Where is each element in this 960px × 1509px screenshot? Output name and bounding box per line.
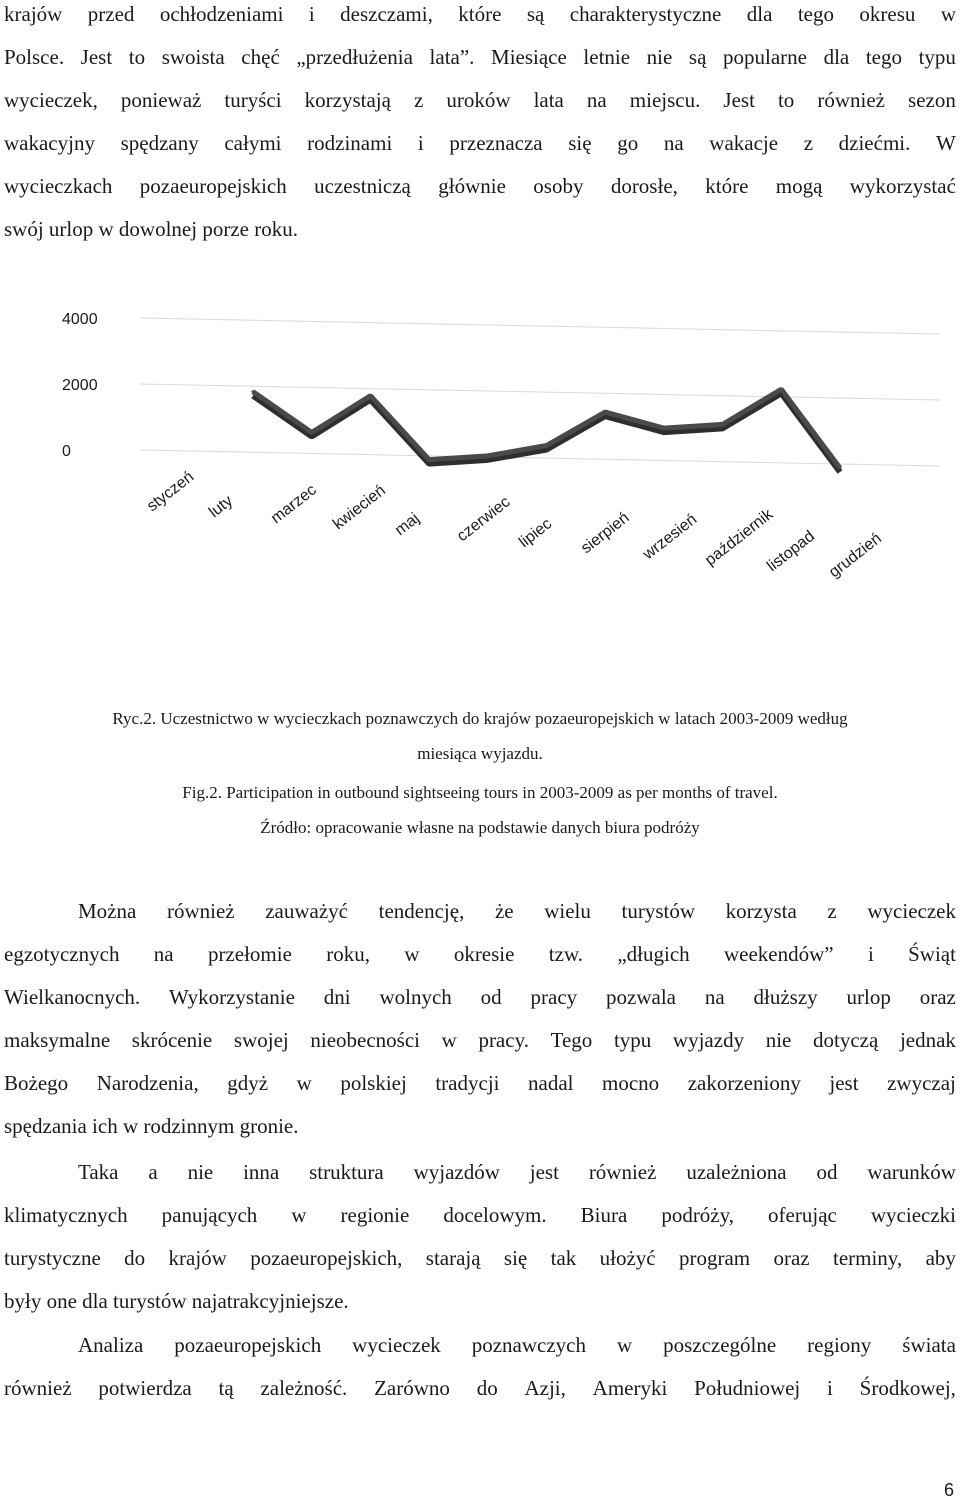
word: zakorzeniony (687, 1071, 801, 1095)
word: podróży, (661, 1203, 735, 1227)
word: letnie (583, 45, 631, 69)
word: na (586, 88, 607, 112)
data-point (310, 431, 313, 434)
text-line (4, 1069, 956, 1097)
word: Polsce. (4, 45, 65, 69)
figure-caption-pl-cont: miesiąca wyjazdu. (417, 744, 543, 763)
word: również (588, 1160, 657, 1184)
word: z (413, 88, 424, 112)
word: a (148, 1160, 158, 1184)
data-point (545, 444, 548, 447)
word: potwierdza (98, 1376, 192, 1400)
word: tak (550, 1246, 577, 1270)
word: maksymalne (4, 1028, 111, 1052)
text-line: spędzania ich w rodzinnym gronie. (4, 1114, 299, 1138)
text-line (4, 1374, 956, 1402)
word: warunków (867, 1160, 956, 1184)
word: Biura (580, 1203, 628, 1227)
word: wielu (544, 899, 591, 923)
word: dla (823, 45, 850, 69)
word: przed (87, 2, 135, 26)
word: Azji, (524, 1376, 566, 1400)
word: zwyczaj (887, 1071, 956, 1095)
word: chęć (241, 45, 280, 69)
word: pozaeuropejskich, (250, 1246, 403, 1270)
word: lata (533, 88, 564, 112)
word: ułożyć (599, 1246, 656, 1270)
gridline (140, 318, 940, 334)
word: wakacyjny (4, 131, 95, 155)
figure-caption-en: Fig.2. Participation in outbound sightseeing tours in 2003-2009 as per months of travel. (182, 783, 778, 802)
word: korzysta (725, 899, 797, 923)
word: urlop (846, 985, 891, 1009)
word: Narodzenia, (96, 1071, 199, 1095)
text-line (4, 172, 956, 200)
word: program (678, 1246, 751, 1270)
word: w (404, 942, 420, 966)
word: od (816, 1160, 838, 1184)
word: całymi (224, 131, 282, 155)
word: i (308, 2, 315, 26)
word: tą (218, 1376, 234, 1400)
word: wakacje (709, 131, 779, 155)
word: mocno (602, 1071, 660, 1095)
word: to (128, 45, 146, 69)
word: zauważyć (265, 899, 348, 923)
text-line (4, 86, 956, 114)
word: i (827, 1376, 833, 1400)
text-line (4, 1201, 956, 1229)
word: dotyczą (813, 1028, 879, 1052)
word: typu (613, 1028, 652, 1052)
x-tick-label: maj (391, 509, 423, 540)
word: krajów (168, 1246, 227, 1270)
text-line (4, 1026, 956, 1054)
word: rodzinami (307, 131, 393, 155)
word: Jest (80, 45, 113, 69)
word: pracy. (478, 1028, 529, 1052)
word: aby (925, 1246, 956, 1270)
word: jest (529, 1160, 559, 1184)
word: pozaeuropejskich (139, 174, 287, 198)
word: jest (829, 1071, 859, 1095)
word: uczestniczą (314, 174, 411, 198)
text-line (4, 43, 956, 71)
word: krajów (4, 2, 63, 26)
x-tick-label: grudzień (825, 529, 885, 582)
word: uzależniona (686, 1160, 787, 1184)
x-tick-label: marzec (267, 481, 320, 528)
word: egzotycznych (4, 942, 120, 966)
word: turyści (224, 88, 282, 112)
figure-caption-pl: Ryc.2. Uczestnictwo w wycieczkach poznawczych do krajów pozaeuropejskich w latach 2003-2009 według (112, 709, 848, 728)
word: wycieczek, (4, 88, 98, 112)
word: dla (746, 2, 773, 26)
word: Tego (550, 1028, 593, 1052)
chart-svg (60, 290, 940, 690)
word: z (803, 131, 814, 155)
word: Jest (723, 88, 755, 112)
word: oferując (768, 1203, 837, 1227)
word: do (124, 1246, 146, 1270)
word: które (705, 174, 749, 198)
word: uroków (446, 88, 511, 112)
word: że (494, 899, 514, 923)
word: Bożego (4, 1071, 69, 1095)
word: korzystają (304, 88, 391, 112)
word: weekendów” (723, 942, 834, 966)
word: w (296, 1071, 312, 1095)
text-line: były one dla turystów najatrakcyjniejsze. (4, 1289, 349, 1313)
data-point (252, 390, 255, 393)
word: struktura (309, 1160, 384, 1184)
word: wycieczek (867, 899, 956, 923)
word: się (568, 131, 592, 155)
word: poszczególne (663, 1333, 777, 1357)
word: terminy, (832, 1246, 903, 1270)
word: go (617, 131, 639, 155)
word: to (777, 88, 795, 112)
text-line: swój urlop w dowolnej porze roku. (4, 217, 298, 241)
word: wycieczki (870, 1203, 956, 1227)
word: nadal (528, 1071, 574, 1095)
word: wolnych (379, 985, 452, 1009)
word: nie (765, 1028, 792, 1052)
text-line (4, 983, 956, 1011)
word: starają (425, 1246, 481, 1270)
word: ponieważ (120, 88, 202, 112)
word: dorosłe, (610, 174, 678, 198)
word: świata (902, 1333, 956, 1357)
word: swojej (233, 1028, 289, 1052)
word: inna (243, 1160, 280, 1184)
word: są (688, 45, 707, 69)
text-line (4, 940, 956, 968)
word: charakterystyczne (569, 2, 722, 26)
word: na (704, 985, 725, 1009)
x-tick-label: czerwiec (453, 493, 514, 546)
data-point (428, 458, 431, 461)
word: Taka (78, 1160, 119, 1184)
word: głównie (438, 174, 506, 198)
word: które (458, 2, 502, 26)
word: Środkowej, (859, 1376, 956, 1400)
word: w (441, 1028, 457, 1052)
word: Świąt (908, 942, 956, 966)
word: okresie (453, 942, 515, 966)
word: w (291, 1203, 307, 1227)
figure-source: Źródło: opracowanie własne na podstawie danych biura podróży (260, 818, 700, 837)
word: turystyczne (4, 1246, 101, 1270)
word: wykorzystać (849, 174, 956, 198)
text-line (78, 1158, 956, 1186)
word: wyjazdów (413, 1160, 500, 1184)
word: panujących (161, 1203, 258, 1227)
data-point (662, 427, 665, 430)
data-point (486, 454, 489, 457)
word: wyjazdy (672, 1028, 745, 1052)
word: tzw. (548, 942, 584, 966)
word: Południowej (694, 1376, 801, 1400)
word: również (817, 88, 885, 112)
word: oraz (919, 985, 956, 1009)
word: Wielkanocnych. (4, 985, 141, 1009)
word: w (616, 1333, 633, 1357)
y-tick-label: 0 (62, 443, 71, 460)
word: sezon (908, 88, 956, 112)
word: Zarówno (374, 1376, 450, 1400)
word: miejscu. (629, 88, 701, 112)
text-line (4, 129, 956, 157)
text-line (4, 1244, 956, 1272)
word: wycieczkach (4, 174, 113, 198)
word: również (166, 899, 235, 923)
word: Miesiące (491, 45, 567, 69)
word: turystów (621, 899, 696, 923)
word: deszczami, (340, 2, 433, 26)
word: na (153, 942, 174, 966)
x-tick-label: wrzesień (639, 510, 701, 564)
word: nie (646, 45, 673, 69)
line-chart (60, 290, 940, 690)
word: polskiej (340, 1071, 407, 1095)
word: zależność. (260, 1376, 348, 1400)
x-tick-label: październik (701, 505, 777, 570)
word: regionie (340, 1203, 410, 1227)
word: klimatycznych (4, 1203, 128, 1227)
word: roku, (326, 942, 370, 966)
x-tick-label: kwiecień (329, 481, 389, 534)
word: swoista (161, 45, 225, 69)
word: Ameryki (592, 1376, 668, 1400)
page-number: 6 (943, 1480, 954, 1500)
y-tick-label: 2000 (62, 377, 98, 394)
word: „długich (617, 942, 690, 966)
word: oraz (773, 1246, 810, 1270)
word: tendencję, (378, 899, 465, 923)
word: „przedłużenia (296, 45, 413, 69)
word: Wykorzystanie (169, 985, 295, 1009)
word: popularne (723, 45, 807, 69)
word: Analiza (78, 1333, 144, 1357)
word: nieobecności (310, 1028, 420, 1052)
word: poznawczych (471, 1333, 586, 1357)
x-tick-label: listopad (763, 527, 818, 576)
word: jednak (899, 1028, 956, 1052)
word: tego (865, 45, 902, 69)
word: W (936, 131, 956, 155)
word: okresu (859, 2, 916, 26)
word: są (526, 2, 545, 26)
text-line (4, 0, 956, 28)
x-tick-label: lipiec (515, 515, 556, 552)
data-point (780, 388, 783, 391)
data-point (369, 394, 372, 397)
word: również (4, 1376, 72, 1400)
word: tego (797, 2, 834, 26)
x-tick-label: styczeń (143, 468, 198, 516)
word: na (663, 131, 684, 155)
word: typu (918, 45, 956, 69)
word: Można (78, 899, 137, 923)
word: się (503, 1246, 528, 1270)
word: dni (323, 985, 351, 1009)
text-line (78, 897, 956, 925)
word: pozaeuropejskich (174, 1333, 322, 1357)
data-point (604, 411, 607, 414)
word: przełomie (207, 942, 292, 966)
word: lata”. (429, 45, 475, 69)
word: gdyż (227, 1071, 269, 1095)
word: regiony (807, 1333, 872, 1357)
data-point (721, 423, 724, 426)
word: ochłodzeniami (159, 2, 284, 26)
data-point (839, 467, 842, 470)
word: tradycji (435, 1071, 500, 1095)
word: osoby (533, 174, 584, 198)
word: od (480, 985, 502, 1009)
word: spędzany (120, 131, 199, 155)
word: i (867, 942, 874, 966)
word: dłuższy (753, 985, 818, 1009)
series-line (253, 389, 840, 468)
word: skrócenie (131, 1028, 213, 1052)
word: w (940, 2, 956, 26)
y-tick-label: 4000 (62, 311, 98, 328)
word: nie (187, 1160, 214, 1184)
word: wycieczek (352, 1333, 441, 1357)
word: mogą (775, 174, 823, 198)
word: pozwala (606, 985, 676, 1009)
word: pracy (530, 985, 578, 1009)
word: przeznacza (449, 131, 543, 155)
word: z (827, 899, 837, 923)
word: dziećmi. (838, 131, 911, 155)
word: do (476, 1376, 498, 1400)
text-line (78, 1331, 956, 1359)
word: i (417, 131, 424, 155)
x-tick-label: sierpień (577, 509, 633, 558)
word: docelowym. (443, 1203, 547, 1227)
x-tick-label: luty (205, 492, 237, 522)
